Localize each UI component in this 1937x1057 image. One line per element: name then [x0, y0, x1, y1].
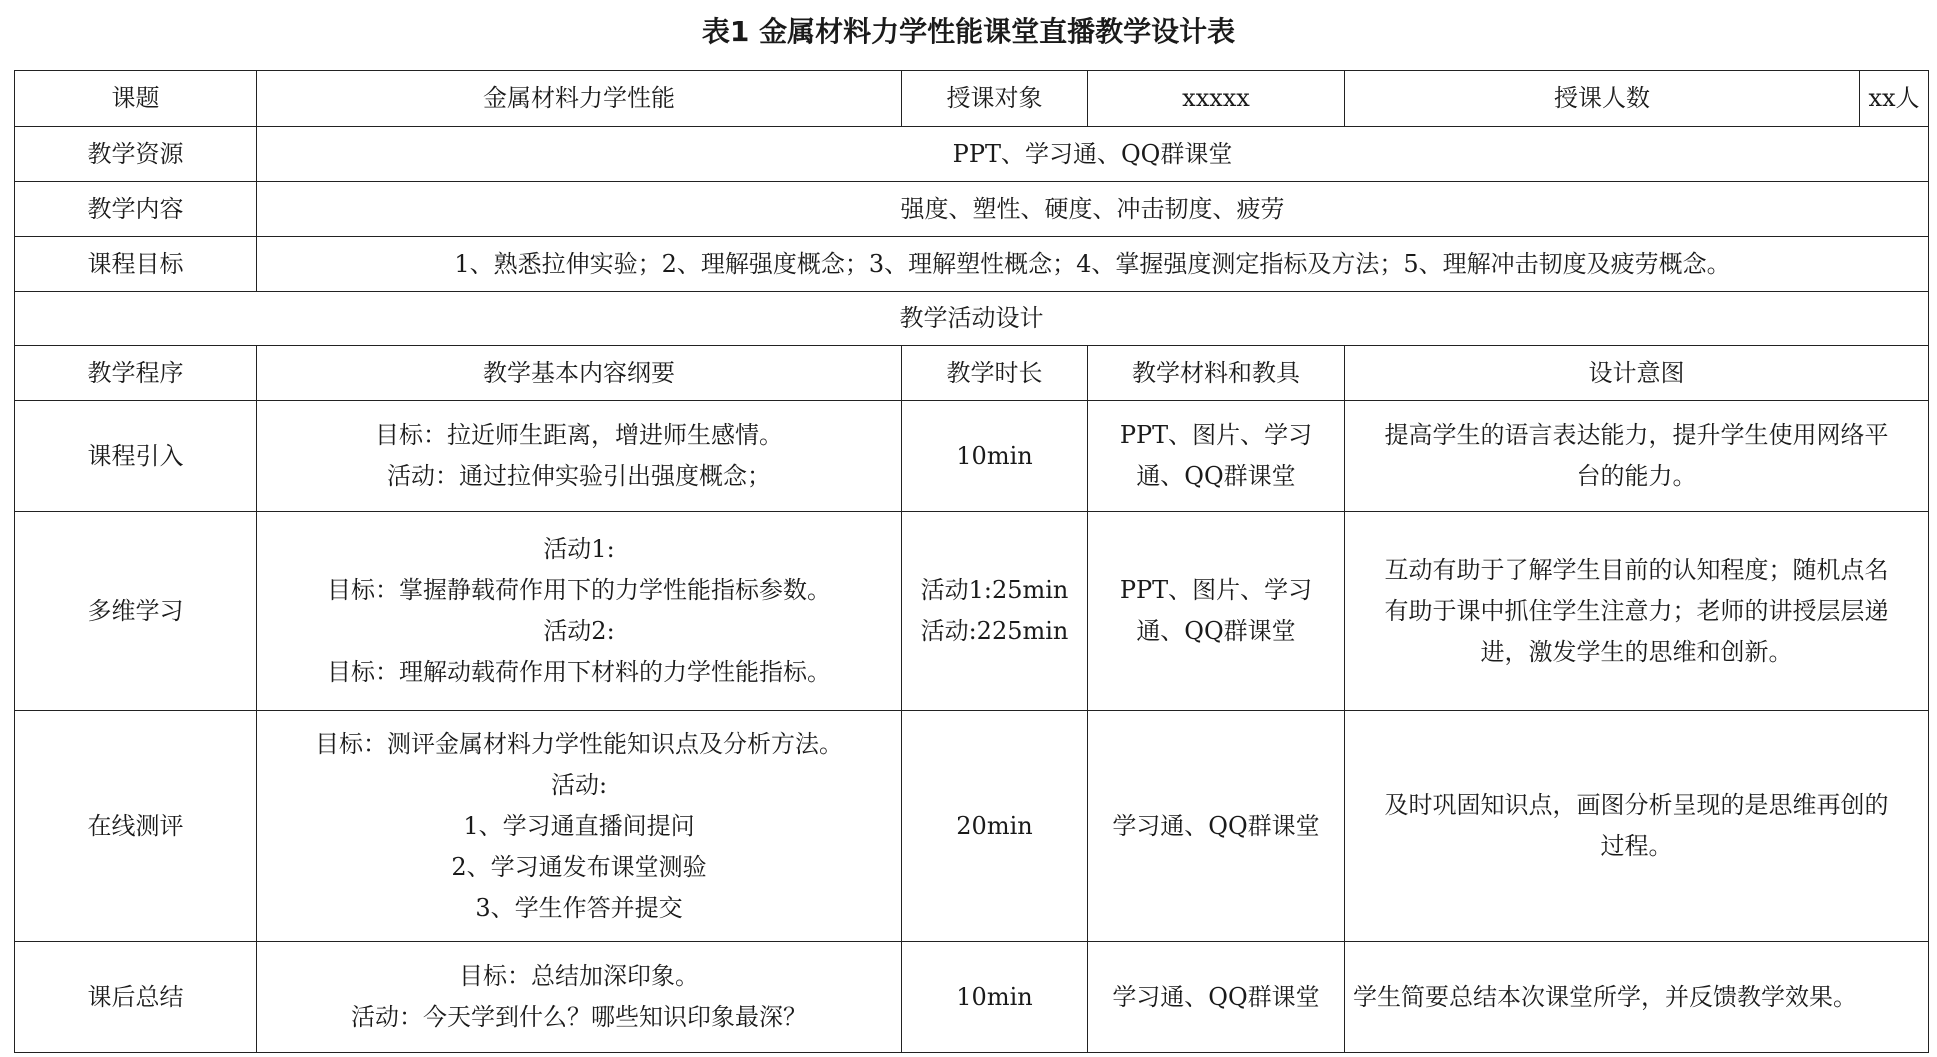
- outline-cell: [257, 711, 902, 942]
- intent-cell: [1345, 401, 1929, 512]
- procedure-cell-line: 多维学习: [87, 596, 184, 625]
- materials-cell-line: 通、QQ群课堂: [1136, 462, 1296, 490]
- intent-cell-line: 过程。: [1600, 832, 1673, 860]
- duration-cell-line: 10min: [956, 441, 1033, 470]
- col-intent: 设计意图: [1345, 346, 1929, 401]
- intent-cell-line: 进，激发学生的思维和创新。: [1480, 637, 1793, 666]
- goals-row: [15, 237, 1929, 292]
- resources-row: [15, 127, 1929, 182]
- materials-cell: [1088, 512, 1345, 711]
- materials-cell-line: 通、QQ群课堂: [1136, 617, 1296, 645]
- outline-cell-line: 目标：总结加深印象。: [459, 962, 699, 990]
- outline-cell-line: 目标：测评金属材料力学性能知识点及分析方法。: [315, 729, 843, 758]
- outline-cell: [257, 512, 902, 711]
- materials-cell: [1088, 401, 1345, 512]
- outline-cell-line: 活动：通过拉伸实验引出强度概念；: [387, 462, 771, 490]
- materials-cell-line: PPT、图片、学习: [1119, 576, 1313, 604]
- activity-design-row: [15, 292, 1929, 346]
- outline-cell: [257, 401, 902, 512]
- table-row: [15, 942, 1929, 1053]
- topic-label: 课题: [15, 71, 257, 127]
- col-duration: 教学时长: [902, 346, 1088, 401]
- outline-cell-line: 活动2:: [543, 617, 615, 645]
- outline-cell-line: 活动1:: [543, 535, 615, 563]
- col-procedure: 教学程序: [15, 346, 257, 401]
- count-value: xx人: [1860, 71, 1929, 127]
- outline-cell-line: 1、学习通直播间提问: [463, 811, 695, 840]
- materials-cell-line: 学习通、QQ群课堂: [1112, 982, 1320, 1011]
- goals-label: 课程目标: [15, 237, 257, 292]
- audience-value: xxxxx: [1088, 71, 1345, 127]
- activity-rows: [15, 401, 1929, 1053]
- duration-cell: [902, 711, 1088, 942]
- duration-cell-line: 20min: [956, 811, 1033, 840]
- intent-cell: [1345, 512, 1929, 711]
- materials-cell: [1088, 942, 1345, 1053]
- outline-cell-line: 活动:: [550, 770, 608, 799]
- intent-cell-line: 及时巩固知识点，画图分析呈现的是思维再创的: [1384, 791, 1889, 819]
- procedure-cell: [15, 512, 257, 711]
- content-label: 教学内容: [15, 182, 257, 237]
- materials-cell-line: PPT、图片、学习: [1119, 421, 1313, 449]
- col-outline: 教学基本内容纲要: [257, 346, 902, 401]
- intent-cell-line: 有助于课中抓住学生注意力；老师的讲授层层递: [1384, 596, 1889, 625]
- intent-cell: [1345, 942, 1929, 1053]
- outline-cell-line: 目标：理解动载荷作用下材料的力学性能指标。: [327, 658, 831, 686]
- intent-cell-line: 学生简要总结本次课堂所学，并反馈教学效果。: [1353, 982, 1857, 1011]
- intent-cell: [1345, 711, 1929, 942]
- procedure-cell: [15, 401, 257, 512]
- lesson-design-table: [14, 70, 1929, 1053]
- table-row: [15, 711, 1929, 942]
- table-title: 表1 金属材料力学性能课堂直播教学设计表: [701, 15, 1236, 48]
- topic-value: 金属材料力学性能: [257, 71, 902, 127]
- goals-value: 1、熟悉拉伸实验；2、理解强度概念；3、理解塑性概念；4、掌握强度测定指标及方法；5、理解冲击韧度及疲劳概念。: [257, 237, 1929, 292]
- materials-cell-line: 学习通、QQ群课堂: [1112, 811, 1320, 840]
- intent-cell-line: 互动有助于了解学生目前的认知程度；随机点名: [1384, 555, 1889, 584]
- duration-cell-line: 活动:225min: [920, 617, 1069, 645]
- procedure-cell-line: 课程引入: [87, 441, 184, 470]
- duration-cell-line: 活动1:25min: [920, 576, 1069, 604]
- column-header-row: [15, 346, 1929, 401]
- intent-cell-line: 提高学生的语言表达能力，提升学生使用网络平: [1384, 421, 1889, 449]
- procedure-cell-line: 在线测评: [87, 811, 184, 840]
- procedure-cell: [15, 942, 257, 1053]
- outline-cell-line: 目标：拉近师生距离，增进师生感情。: [375, 421, 783, 449]
- resources-label: 教学资源: [15, 127, 257, 182]
- outline-cell-line: 2、学习通发布课堂测验: [451, 852, 707, 881]
- activity-design-title: 教学活动设计: [15, 292, 1929, 346]
- content-value: 强度、塑性、硬度、冲击韧度、疲劳: [257, 182, 1929, 237]
- procedure-cell: [15, 711, 257, 942]
- outline-cell-line: 目标：掌握静载荷作用下的力学性能指标参数。: [327, 576, 831, 604]
- outline-cell-line: 活动：今天学到什么？哪些知识印象最深？: [351, 1003, 807, 1031]
- table-row: [15, 401, 1929, 512]
- content-row: [15, 182, 1929, 237]
- outline-cell: [257, 942, 902, 1053]
- count-label: 授课人数: [1345, 71, 1860, 127]
- audience-label: 授课对象: [902, 71, 1088, 127]
- intent-cell-line: 台的能力。: [1576, 462, 1697, 490]
- duration-cell: [902, 512, 1088, 711]
- materials-cell: [1088, 711, 1345, 942]
- duration-cell-line: 10min: [956, 982, 1033, 1011]
- outline-cell-line: 3、学生作答并提交: [475, 893, 683, 922]
- header-row: [15, 71, 1929, 127]
- resources-value: PPT、学习通、QQ群课堂: [257, 127, 1929, 182]
- duration-cell: [902, 401, 1088, 512]
- duration-cell: [902, 942, 1088, 1053]
- procedure-cell-line: 课后总结: [87, 982, 184, 1011]
- col-materials: 教学材料和教具: [1088, 346, 1345, 401]
- table-row: [15, 512, 1929, 711]
